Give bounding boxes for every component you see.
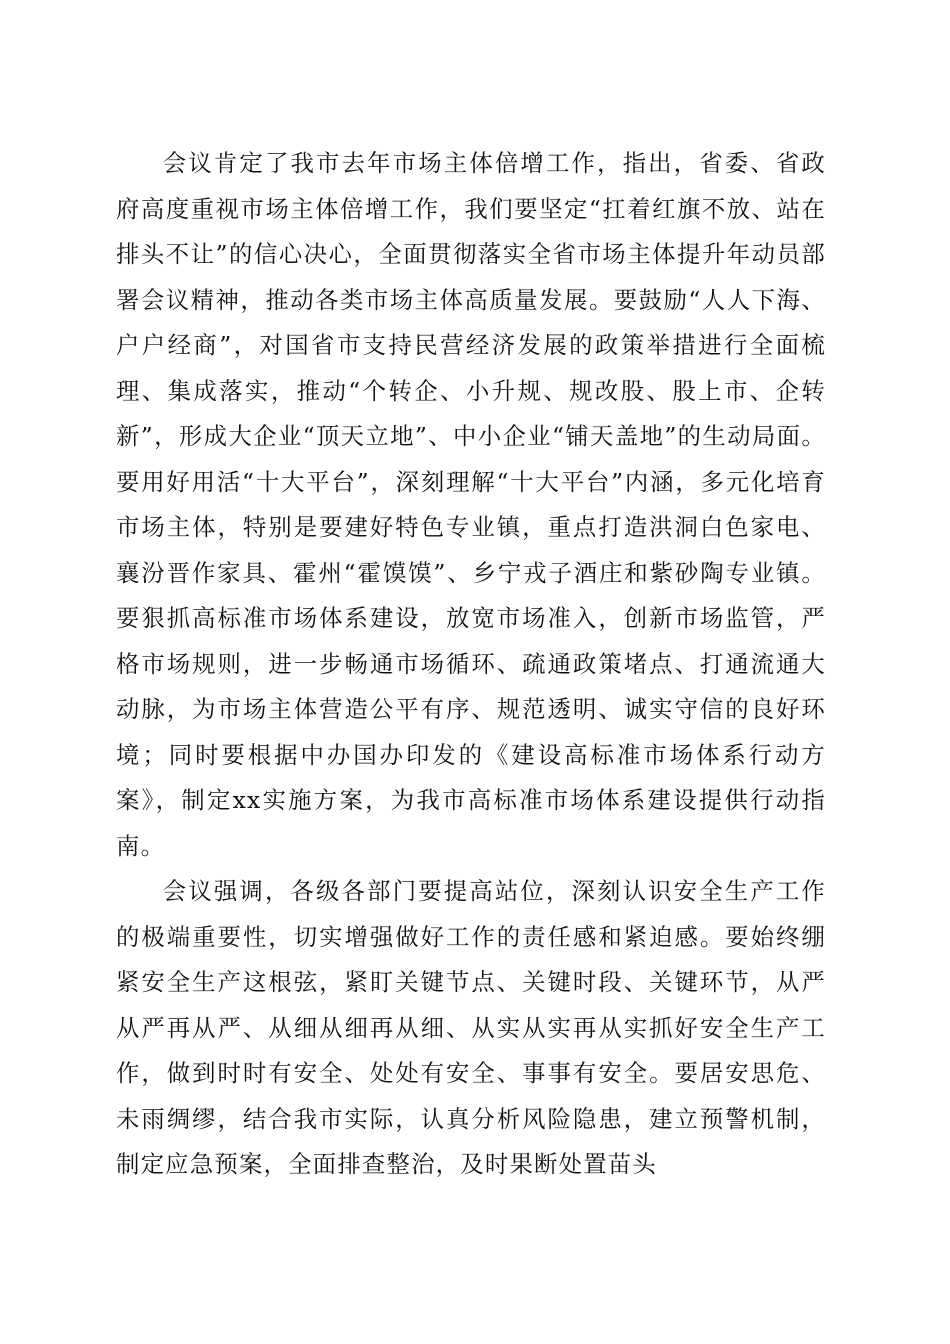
paragraph-work-safety: 会议强调，各级各部门要提高站位，深刻认识安全生产工作的极端重要性，切实增强做好工作的责任感和紧迫感。要始终绷紧安全生产这根弦，紧盯关键节点、关键时段、关键环节，从严从严再从严、从细从细再从细、从实从实再从实抓好安全生产工作，做到时时有安全、处处有安全、事事有安全。要居安思危、未雨绸缪，结合我市实际，认真分析风险隐患，建立预警机制，制定应急预案，全面排查整治，及时果断处置苗头 <box>116 877 826 1178</box>
paragraph-market-entities: 会议肯定了我市去年市场主体倍增工作，指出，省委、省政府高度重视市场主体倍增工作，我们要坚定“扛着红旗不放、站在排头不让”的信心决心，全面贯彻落实全省市场主体提升年动员部署会议精神，推动各类市场主体高质量发展。要鼓励“人人下海、户户经商”，对国省市支持民营经济发展的政策举措进行全面梳理、集成落实，推动“个转企、小升规、规改股、股上市、企转新”，形成大企业“顶天立地”、中小企业“铺天盖地”的生动局面。要用好用活“十大平台”，深刻理解“十大平台”内涵，多元化培育市场主体，特别是要建好特色专业镇，重点打造洪洞白色家电、襄汾晋作家具、霍州“霍馍馍”、乡宁戎子酒庄和紫砂陶专业镇。要狠抓高标准市场体系建设，放宽市场准入，创新市场监管，严格市场规则，进一步畅通市场循环、疏通政策堵点、打通流通大动脉，为市场主体营造公平有序、规范透明、诚实守信的良好环境；同时要根据中办国办印发的《建设高标准市场体系行动方案》，制定xx实施方案，为我市高标准市场体系建设提供行动指南。 <box>116 149 826 860</box>
document-body <box>116 141 826 1188</box>
